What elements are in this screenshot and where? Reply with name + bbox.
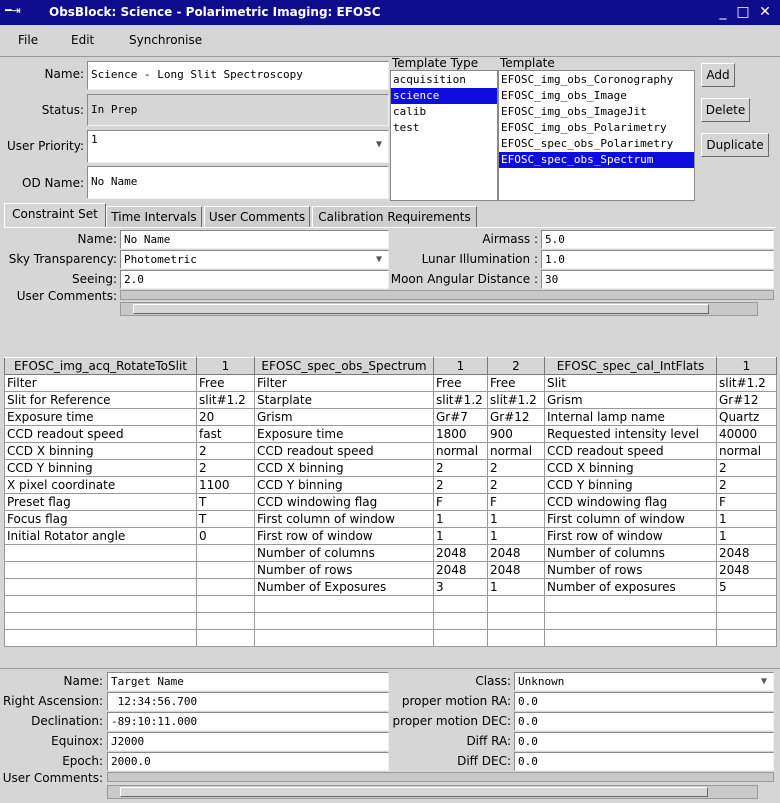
obs-name-field[interactable]: Science - Long Slit Spectroscopy (87, 61, 389, 90)
table-cell[interactable]: normal (488, 443, 545, 460)
scrollbar-thumb[interactable] (120, 787, 708, 797)
table-cell[interactable]: 2 (717, 460, 777, 477)
cs-name-field[interactable]: No Name (120, 230, 389, 249)
table-cell[interactable]: Internal lamp name (545, 409, 717, 426)
window-title: ObsBlock: Science - Polarimetric Imaging: EFOSC (49, 5, 381, 19)
table-cell[interactable]: CCD readout speed (5, 426, 197, 443)
window-menu-icon[interactable]: ━⇥ (5, 4, 21, 17)
table-cell[interactable] (545, 630, 717, 647)
table-cell[interactable] (434, 596, 488, 613)
cs-comments-label: User Comments: (16, 289, 117, 303)
table-row (5, 630, 777, 647)
table-cell[interactable]: 0 (197, 528, 255, 545)
priority-value: 1 (91, 133, 98, 146)
epoch-field[interactable]: 2000.0 (107, 752, 389, 771)
table-cell[interactable] (5, 579, 197, 596)
table-cell[interactable] (488, 596, 545, 613)
table-cell[interactable]: 2 (717, 477, 777, 494)
table-cell[interactable]: Slit (545, 375, 717, 392)
table-cell[interactable]: CCD X binning (255, 460, 434, 477)
table-cell[interactable]: CCD Y binning (545, 477, 717, 494)
sky-transparency-value: Photometric (124, 253, 197, 266)
table-row (5, 562, 777, 579)
table-cell[interactable]: Grism (255, 409, 434, 426)
target-comments-label: User Comments: (2, 771, 103, 785)
table-cell[interactable]: 2048 (434, 562, 488, 579)
table-cell[interactable]: CCD Y binning (255, 477, 434, 494)
airmass-field[interactable]: 5.0 (541, 230, 774, 249)
tab-divider (4, 227, 776, 228)
table-cell[interactable]: Initial Rotator angle (5, 528, 197, 545)
table-cell[interactable]: normal (717, 443, 777, 460)
table-cell[interactable]: slit#1.2 (717, 375, 777, 392)
minimize-button[interactable]: _ (719, 4, 727, 20)
table-cell[interactable]: Exposure time (5, 409, 197, 426)
table-cell[interactable]: 2048 (717, 562, 777, 579)
class-label: Class: (475, 674, 511, 688)
table-row (5, 511, 777, 528)
cs-comments-scrollbar[interactable] (120, 302, 758, 316)
tab-user-comments[interactable]: User Comments (204, 206, 310, 227)
table-cell[interactable]: First row of window (545, 528, 717, 545)
table-row (5, 392, 777, 409)
table-cell[interactable]: Number of rows (255, 562, 434, 579)
menu-bar (0, 25, 780, 57)
table-cell[interactable]: First column of window (545, 511, 717, 528)
table-row (5, 528, 777, 545)
table-row (5, 426, 777, 443)
table-cell[interactable]: Exposure time (255, 426, 434, 443)
table-row (5, 460, 777, 477)
table-cell[interactable] (197, 630, 255, 647)
table-cell[interactable]: Slit for Reference (5, 392, 197, 409)
template-type-header: Template Type (392, 56, 479, 70)
equinox-field[interactable]: J2000 (107, 732, 389, 751)
table-cell[interactable] (197, 579, 255, 596)
table-cell[interactable]: CCD Y binning (5, 460, 197, 477)
table-cell[interactable]: Quartz (717, 409, 777, 426)
diff-ra-field[interactable]: 0.0 (514, 732, 774, 751)
table-cell[interactable]: Gr#12 (488, 409, 545, 426)
table-cell[interactable]: F (488, 494, 545, 511)
pm-dec-label: proper motion DEC: (392, 714, 511, 728)
table-cell[interactable]: 2 (488, 477, 545, 494)
table-cell[interactable] (197, 613, 255, 630)
title-bar (0, 0, 780, 25)
table-cell[interactable]: CCD X binning (5, 443, 197, 460)
table-cell[interactable] (5, 630, 197, 647)
table-cell[interactable] (545, 613, 717, 630)
table-header[interactable]: 1 (197, 358, 255, 375)
table-cell[interactable]: Number of rows (545, 562, 717, 579)
table-cell[interactable] (255, 596, 434, 613)
table-cell[interactable]: 2048 (434, 545, 488, 562)
table-cell[interactable]: T (197, 511, 255, 528)
table-cell[interactable]: 1100 (197, 477, 255, 494)
table-cell[interactable] (488, 630, 545, 647)
table-cell[interactable]: 1800 (434, 426, 488, 443)
table-cell[interactable]: 40000 (717, 426, 777, 443)
cs-name-label: Name: (77, 232, 117, 246)
table-cell[interactable]: 1 (488, 511, 545, 528)
cs-comments-field[interactable] (120, 290, 774, 300)
target-comments-field[interactable] (107, 772, 774, 782)
table-header[interactable]: EFOSC_img_acq_RotateToSlit (5, 358, 197, 375)
chevron-down-icon[interactable]: ▼ (375, 139, 383, 150)
lunar-illumination-field[interactable]: 1.0 (541, 250, 774, 269)
odname-label: OD Name: (22, 176, 84, 190)
table-cell[interactable]: Gr#7 (434, 409, 488, 426)
sky-transparency-label: Sky Transparency: (8, 252, 117, 266)
add-button[interactable]: Add (701, 63, 735, 87)
table-cell[interactable]: 1 (488, 528, 545, 545)
table-cell[interactable]: 2 (197, 460, 255, 477)
chevron-down-icon[interactable]: ▼ (375, 254, 383, 265)
status-field: In Prep (87, 94, 389, 126)
menu-synchronise[interactable]: Synchronise (129, 33, 203, 47)
obs-name-label: Name: (44, 67, 84, 81)
priority-label: User Priority: (6, 139, 84, 153)
table-cell[interactable]: 1 (434, 528, 488, 545)
pm-ra-label: proper motion RA: (401, 694, 511, 708)
table-cell[interactable] (5, 596, 197, 613)
table-row (5, 443, 777, 460)
table-cell[interactable]: normal (434, 443, 488, 460)
table-cell[interactable] (717, 613, 777, 630)
table-row (5, 409, 777, 426)
priority-field[interactable] (87, 130, 389, 163)
template-item[interactable]: EFOSC_img_obs_Polarimetry (501, 121, 667, 134)
tab-constraint-set[interactable]: Constraint Set (4, 203, 106, 227)
table-cell[interactable]: 2 (434, 460, 488, 477)
class-value: Unknown (518, 675, 565, 688)
duplicate-button[interactable]: Duplicate (701, 133, 769, 157)
template-type-list[interactable] (390, 70, 498, 201)
table-cell[interactable]: 2 (434, 477, 488, 494)
table-row (5, 477, 777, 494)
template-list[interactable] (498, 70, 695, 201)
ra-label: Right Ascension: (2, 694, 103, 708)
template-parameter-table (4, 357, 777, 647)
table-cell[interactable] (717, 630, 777, 647)
table-cell[interactable]: First row of window (255, 528, 434, 545)
table-cell[interactable]: Gr#12 (717, 392, 777, 409)
template-type-acquisition[interactable]: acquisition (393, 73, 466, 86)
table-cell[interactable]: 2048 (488, 562, 545, 579)
table-cell[interactable] (5, 545, 197, 562)
template-type-calib[interactable]: calib (393, 105, 427, 118)
table-cell[interactable] (434, 630, 488, 647)
seeing-label: Seeing: (72, 272, 117, 286)
table-cell[interactable]: X pixel coordinate (5, 477, 197, 494)
table-row (5, 596, 777, 613)
table-row (5, 545, 777, 562)
ra-field[interactable]: 12:34:56.700 (107, 692, 389, 711)
table-cell[interactable]: Number of Exposures (255, 579, 434, 596)
table-cell[interactable]: 1 (488, 579, 545, 596)
table-cell[interactable]: 2 (488, 460, 545, 477)
odname-field[interactable]: No Name (87, 166, 389, 199)
table-header[interactable]: 1 (434, 358, 488, 375)
table-cell[interactable] (255, 630, 434, 647)
pm-ra-field[interactable]: 0.0 (514, 692, 774, 711)
table-cell[interactable]: Focus flag (5, 511, 197, 528)
diff-dec-field[interactable]: 0.0 (514, 752, 774, 771)
template-item[interactable]: EFOSC_img_obs_Coronography (501, 73, 674, 86)
maximize-button[interactable]: □ (736, 4, 750, 20)
table-cell[interactable]: Requested intensity level (545, 426, 717, 443)
table-cell[interactable] (488, 613, 545, 630)
target-divider (0, 668, 780, 669)
table-cell[interactable]: slit#1.2 (488, 392, 545, 409)
template-item[interactable]: EFOSC_img_obs_ImageJit (501, 105, 647, 118)
table-cell[interactable]: Free (488, 375, 545, 392)
equinox-label: Equinox: (51, 734, 103, 748)
close-button[interactable]: ✕ (759, 4, 771, 20)
template-type-test[interactable]: test (393, 121, 420, 134)
class-select[interactable] (514, 672, 774, 691)
menu-edit[interactable]: Edit (71, 33, 95, 47)
status-label: Status: (41, 103, 84, 117)
table-cell[interactable]: CCD windowing flag (255, 494, 434, 511)
chevron-down-icon[interactable]: ▼ (760, 676, 768, 687)
template-type-science[interactable]: science (391, 88, 497, 104)
table-header[interactable]: 2 (488, 358, 545, 375)
template-header: Template (500, 56, 555, 70)
epoch-label: Epoch: (62, 754, 103, 768)
table-cell[interactable] (197, 596, 255, 613)
table-cell[interactable]: slit#1.2 (434, 392, 488, 409)
table-cell[interactable]: Number of columns (545, 545, 717, 562)
table-cell[interactable]: CCD X binning (545, 460, 717, 477)
table-cell[interactable]: 900 (488, 426, 545, 443)
table-cell[interactable]: 2048 (717, 545, 777, 562)
template-item-selected[interactable]: EFOSC_spec_obs_Spectrum (499, 152, 694, 168)
seeing-field[interactable]: 2.0 (120, 270, 389, 289)
table-cell[interactable]: T (197, 494, 255, 511)
template-item[interactable]: EFOSC_img_obs_Image (501, 89, 627, 102)
table-cell[interactable]: fast (197, 426, 255, 443)
table-cell[interactable]: Grism (545, 392, 717, 409)
table-cell[interactable]: Preset flag (5, 494, 197, 511)
table-row (5, 494, 777, 511)
table-cell[interactable]: 5 (717, 579, 777, 596)
table-cell[interactable] (5, 613, 197, 630)
table-row (5, 613, 777, 630)
airmass-label: Airmass : (482, 232, 538, 246)
table-header[interactable]: 1 (717, 358, 777, 375)
moon-distance-field[interactable]: 30 (541, 270, 774, 289)
table-cell[interactable]: 1 (434, 511, 488, 528)
table-cell[interactable]: CCD readout speed (545, 443, 717, 460)
dec-field[interactable]: -89:10:11.000 (107, 712, 389, 731)
table-cell[interactable]: 20 (197, 409, 255, 426)
diff-ra-label: Diff RA: (466, 734, 511, 748)
table-cell[interactable]: 3 (434, 579, 488, 596)
table-header[interactable]: EFOSC_spec_obs_Spectrum (255, 358, 434, 375)
table-cell[interactable]: Free (197, 375, 255, 392)
menu-file[interactable]: File (18, 33, 39, 47)
table-cell[interactable] (717, 596, 777, 613)
table-cell[interactable]: 2 (197, 443, 255, 460)
tab-calibration-requirements[interactable]: Calibration Requirements (312, 206, 477, 227)
table-cell[interactable]: F (434, 494, 488, 511)
table-header[interactable]: EFOSC_spec_cal_IntFlats (545, 358, 717, 375)
target-name-field[interactable]: Target Name (107, 672, 389, 691)
sky-transparency-select[interactable] (120, 250, 389, 269)
table-cell[interactable]: 1 (717, 528, 777, 545)
table-cell[interactable]: slit#1.2 (197, 392, 255, 409)
table-cell[interactable]: First column of window (255, 511, 434, 528)
table-cell[interactable] (434, 613, 488, 630)
target-comments-scrollbar[interactable] (107, 785, 758, 799)
moon-distance-label: Moon Angular Distance : (390, 272, 538, 286)
table-cell[interactable]: Number of columns (255, 545, 434, 562)
table-cell[interactable]: 1 (717, 511, 777, 528)
lunar-illumination-label: Lunar Illumination : (421, 252, 538, 266)
template-item[interactable]: EFOSC_spec_obs_Polarimetry (501, 137, 674, 150)
table-cell[interactable] (5, 562, 197, 579)
diff-dec-label: Diff DEC: (457, 754, 511, 768)
table-cell[interactable]: F (717, 494, 777, 511)
table-cell[interactable]: 2048 (488, 545, 545, 562)
delete-button[interactable]: Delete (701, 98, 750, 122)
table-cell[interactable]: CCD readout speed (255, 443, 434, 460)
dec-label: Declination: (31, 714, 103, 728)
table-cell[interactable]: Filter (255, 375, 434, 392)
table-cell[interactable] (255, 613, 434, 630)
table-cell[interactable]: Filter (5, 375, 197, 392)
table-cell[interactable]: Number of exposures (545, 579, 717, 596)
scrollbar-thumb[interactable] (133, 304, 709, 314)
table-cell[interactable]: Free (434, 375, 488, 392)
table-row (5, 579, 777, 596)
target-name-label: Name: (63, 674, 103, 688)
table-cell[interactable] (545, 596, 717, 613)
table-cell[interactable] (197, 545, 255, 562)
table-cell[interactable]: CCD windowing flag (545, 494, 717, 511)
table-cell[interactable]: Starplate (255, 392, 434, 409)
table-row (5, 375, 777, 392)
pm-dec-field[interactable]: 0.0 (514, 712, 774, 731)
tab-time-intervals[interactable]: Time Intervals (106, 206, 202, 227)
table-cell[interactable] (197, 562, 255, 579)
